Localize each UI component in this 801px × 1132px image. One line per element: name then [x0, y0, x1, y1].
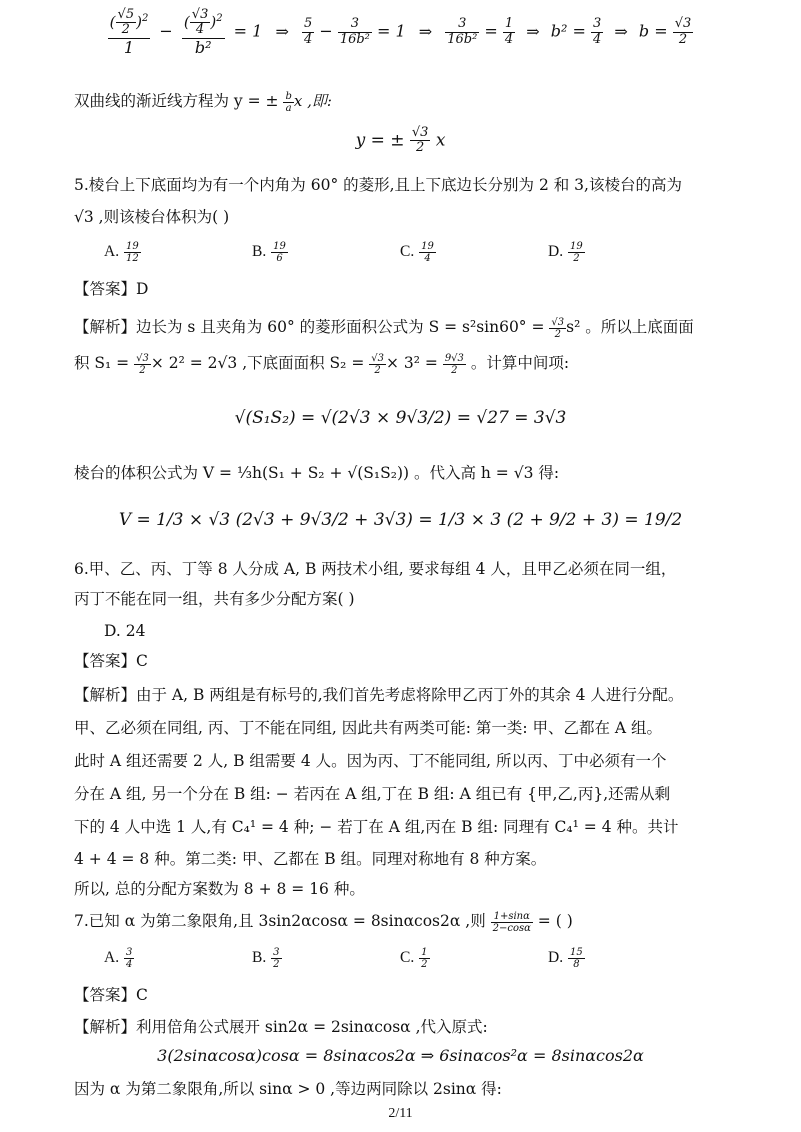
q7-option-d: D. $\frac{15}{8}$: [548, 946, 583, 970]
q6-answer: 【答案】C: [74, 652, 148, 670]
q7-expanded-equation: 3(2sinαcosα)cosα = 8sinαcos2α ⇒ 6sinαcos²α = 8sinαcos2α: [157, 1046, 644, 1065]
asymptote-intro: 双曲线的渐近线方程为 y = ± $\frac{b}{a}$ x ,即:: [74, 90, 332, 114]
q5-option-b: B. $\frac{19}{6}$: [252, 240, 286, 264]
q5-option-d: D. $\frac{19}{2}$: [548, 240, 583, 264]
q6-explanation-line: 此时 A 组还需要 2 人, B 组需要 4 人。因为丙、丁不能同组, 所以丙、丁中必须有一个: [74, 752, 667, 770]
page-number: 2/11: [388, 1106, 413, 1121]
q6-explanation-line: 所以, 总的分配方案数为 8 + 8 = 16 种。: [74, 880, 365, 898]
q5-option-c: C. $\frac{19}{4}$: [400, 240, 434, 264]
q7-explanation-line2: 因为 α 为第二象限角,所以 sinα > 0 ,等边两同除以 2sinα 得:: [74, 1080, 502, 1098]
q7-option-b: B. $\frac{3}{2}$: [252, 946, 280, 970]
q7-option-c: C. $\frac{1}{2}$: [400, 946, 428, 970]
q5-explanation-line2: 积 S₁ = $\frac{√3}{2}$ × 2² = 2√3 ,下底面面积 S₂ = $\frac{√3}{2}$ × 3² = $\frac{9√3}{2}$ 。计算中间项:: [74, 352, 570, 376]
fraction-sqrt3: ( $\frac{√3}{4}$ )$^2$ b²: [183, 7, 223, 57]
q5-stem-line2: √3 ,则该棱台体积为( ): [74, 208, 230, 226]
q6-option-d: D. 24: [104, 622, 146, 640]
q5-answer: 【答案】D: [74, 280, 149, 298]
q6-explanation-line: 下的 4 人中选 1 人,有 C₄¹ = 4 种; − 若丁在 A 组,丙在 B 组: 同理有 C₄¹ = 4 种。共计: [74, 818, 679, 836]
q5-volume-equation: V = 1/3 × √3 (2√3 + 9√3/2 + 3√3) = 1/3 × 3 (2 + 9/2 + 3) = 19/2: [118, 510, 683, 530]
q7-option-a: A. $\frac{3}{4}$: [104, 946, 133, 970]
q6-explanation-line: 分在 A 组, 另一个分在 B 组: − 若丙在 A 组,丁在 B 组: A 组已有 {甲,乙,丙},还需从剩: [74, 785, 671, 803]
asymptote-equation: y = ± $\frac{√3}{2}$ x: [355, 125, 446, 156]
q7-explanation-line1: 【解析】利用倍角公式展开 sin2α = 2sinαcosα ,代入原式:: [74, 1018, 488, 1036]
q6-stem-line1: 6.甲、乙、丙、丁等 8 人分成 A, B 两技术小组, 要求每组 4 人，且甲乙必须在同一组，: [74, 560, 677, 578]
q7-stem: 7.已知 α 为第二象限角,且 3sin2αcosα = 8sinαcos2α ,则 $\frac{1+\sin\alpha}{2-\cos\alpha}$ = ( ): [74, 910, 573, 934]
q5-explanation-line1: 【解析】边长为 s 且夹角为 60° 的菱形面积公式为 S = s²sin60° = $\frac{√3}{2}$ s² 。所以上底面面: [74, 316, 694, 340]
fraction-sqrt5: ( $\frac{√5}{2}$ )$^2$ 1: [109, 7, 149, 57]
q6-explanation-line: 甲、乙必须在同组, 丙、丁不能在同组, 因此共有两类可能: 第一类: 甲、乙都在 A 组。: [74, 719, 663, 737]
q6-explanation-line: 4 + 4 = 8 种。第二类: 甲、乙都在 B 组。同理对称地有 8 种方案。: [74, 850, 547, 868]
q5-middle-term-equation: √(S₁S₂) = √(2√3 × 9√3/2) = √27 = 3√3: [234, 408, 567, 428]
hyperbola-derivation-formula: ( $\frac{√5}{2}$ )$^2$ 1 − ( $\frac{√3}{4}$ )$^2$ b² = 1 ⇒ $\frac{5}{4}$ − $\frac{3}{\text{16b²}}$ = 1 ⇒ $\frac{3}{\text{16b²}}$ = $\frac{1}{4}$ ⇒ b² = $\frac{3}{4}$ ⇒ b = $\frac{√3}{2}$: [109, 7, 692, 57]
q6-explanation-line: 【解析】由于 A, B 两组是有标号的,我们首先考虑将除甲乙丙丁外的其余 4 人进行分配。: [74, 686, 684, 704]
q5-option-a: A. $\frac{19}{12}$: [104, 240, 139, 264]
q5-volume-formula-line: 棱台的体积公式为 V = ⅓h(S₁ + S₂ + √(S₁S₂)) 。代入高 h = √3 得:: [74, 464, 560, 482]
q5-stem-line1: 5.棱台上下底面均为有一个内角为 60° 的菱形,且上下底边长分别为 2 和 3,该棱台的高为: [74, 176, 682, 194]
q7-answer: 【答案】C: [74, 986, 148, 1004]
q6-stem-line2: 丙丁不能在同一组，共有多少分配方案( ): [74, 590, 355, 608]
